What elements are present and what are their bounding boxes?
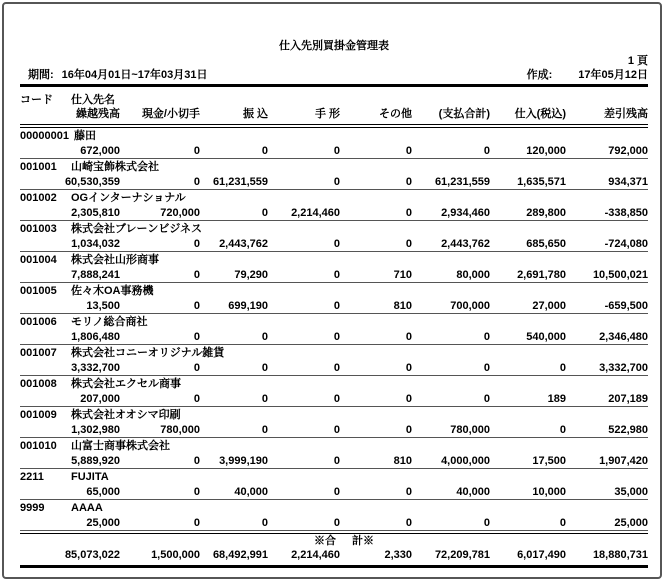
value-cell: 7,888,241: [71, 269, 120, 281]
value-cell: 0: [559, 424, 566, 436]
value-cell: 0: [483, 145, 490, 157]
value-cell: 4,000,000: [441, 455, 490, 467]
created-label: 作成:: [526, 69, 553, 81]
supplier-name: 株式会社オオシマ印刷: [71, 409, 181, 421]
value-cell: 0: [333, 269, 340, 281]
name-column-header: 仕入先名: [71, 94, 115, 106]
value-cell: 0: [333, 176, 340, 188]
value-cell: 0: [261, 517, 268, 529]
table-row: [20, 376, 648, 407]
value-cell: 289,800: [526, 207, 566, 219]
value-cell: 522,980: [608, 424, 648, 436]
value-cell: 0: [193, 331, 200, 343]
table-row: [20, 190, 648, 221]
value-cell: 0: [193, 176, 200, 188]
value-cell: 0: [559, 362, 566, 374]
value-cell: 1,635,571: [517, 176, 566, 188]
supplier-name-line: [20, 283, 648, 299]
supplier-name: 株式会社山形商事: [71, 254, 159, 266]
value-cell: 0: [193, 362, 200, 374]
value-cell: 189: [547, 393, 566, 405]
value-cell: 0: [193, 455, 200, 467]
supplier-name: 藤田: [73, 130, 96, 142]
supplier-name-line: [20, 314, 648, 330]
value-cell: 2,934,460: [441, 207, 490, 219]
value-cell: 0: [261, 207, 268, 219]
value-cell: 0: [261, 331, 268, 343]
value-cell: 27,000: [532, 300, 566, 312]
table-row: [20, 438, 648, 469]
table-row: [20, 221, 648, 252]
supplier-name: FUJITA: [71, 471, 109, 483]
value-cell: 79,290: [234, 269, 268, 281]
table-row: [20, 128, 648, 159]
value-cell: 61,231,559: [434, 176, 490, 188]
value-cell: 40,000: [456, 486, 490, 498]
column-header-other: その他: [379, 108, 412, 120]
value-cell: 0: [261, 362, 268, 374]
supplier-name: AAAA: [71, 502, 103, 514]
value-cell: 0: [405, 176, 412, 188]
period-label: 期間:: [28, 69, 54, 81]
supplier-name: OGインターナショナル: [71, 192, 186, 204]
value-cell: 0: [405, 424, 412, 436]
value-cell: 0: [333, 424, 340, 436]
total-net-balance: 18,880,731: [592, 549, 648, 561]
value-cell: 0: [193, 145, 200, 157]
value-cell: 10,500,021: [592, 269, 648, 281]
supplier-name-line: [20, 190, 648, 206]
value-cell: 710: [393, 269, 412, 281]
table-row: [20, 314, 648, 345]
created-value: 17年05月12日: [578, 69, 648, 81]
value-cell: 5,889,920: [71, 455, 120, 467]
column-header-payment-total: (支払合計): [438, 108, 490, 120]
supplier-code: 001006: [20, 316, 57, 328]
supplier-values-line: [20, 144, 648, 159]
value-cell: -338,850: [604, 207, 648, 219]
supplier-name-line: [20, 407, 648, 423]
column-header-bill: 手 形: [314, 108, 340, 120]
supplier-name-line: [20, 438, 648, 454]
value-cell: 40,000: [234, 486, 268, 498]
supplier-values-line: [20, 330, 648, 345]
value-cell: 10,000: [532, 486, 566, 498]
table-row: [20, 283, 648, 314]
table-row: [20, 500, 648, 531]
column-header-transfer: 振 込: [242, 108, 268, 120]
value-cell: 61,231,559: [212, 176, 268, 188]
value-cell: 0: [261, 424, 268, 436]
report-title: 仕入先別買掛金管理表: [279, 40, 389, 52]
supplier-code: 00000001: [20, 130, 69, 142]
value-cell: 0: [261, 145, 268, 157]
total-cash-check: 1,500,000: [151, 549, 200, 561]
supplier-values-line: [20, 516, 648, 531]
table-row: [20, 345, 648, 376]
column-header-cash-check: 現金/小切手: [141, 108, 200, 120]
value-cell: 0: [405, 517, 412, 529]
value-cell: 1,302,980: [71, 424, 120, 436]
supplier-name-line: [20, 252, 648, 268]
value-cell: 0: [483, 393, 490, 405]
total-transfer: 68,492,991: [212, 549, 268, 561]
value-cell: 0: [193, 238, 200, 250]
value-cell: 3,332,700: [71, 362, 120, 374]
table-row: [20, 469, 648, 500]
supplier-values-line: [20, 206, 648, 221]
value-cell: 810: [393, 455, 412, 467]
supplier-code: 9999: [20, 502, 45, 514]
supplier-values-line: [20, 175, 648, 190]
total-bill: 2,214,460: [291, 549, 340, 561]
value-cell: 540,000: [526, 331, 566, 343]
value-cell: 720,000: [160, 207, 200, 219]
value-cell: 672,000: [80, 145, 120, 157]
period-row: [20, 68, 208, 82]
supplier-values-line: [20, 361, 648, 376]
value-cell: 780,000: [160, 424, 200, 436]
supplier-code: 001008: [20, 378, 57, 390]
value-cell: 780,000: [450, 424, 490, 436]
value-cell: -659,500: [604, 300, 648, 312]
value-cell: 1,034,032: [71, 238, 120, 250]
value-cell: -724,080: [604, 238, 648, 250]
supplier-name: 株式会社ブレーンビジネス: [71, 223, 203, 235]
supplier-name-line: [20, 221, 648, 237]
meta-row: [20, 68, 648, 87]
supplier-name-line: [20, 500, 648, 516]
value-cell: 0: [483, 331, 490, 343]
value-cell: 207,189: [608, 393, 648, 405]
value-cell: 0: [333, 300, 340, 312]
value-cell: 700,000: [450, 300, 490, 312]
value-cell: 65,000: [86, 486, 120, 498]
value-cell: 699,190: [228, 300, 268, 312]
value-cell: 2,305,810: [71, 207, 120, 219]
value-cell: 3,999,190: [219, 455, 268, 467]
supplier-values-line: [20, 392, 648, 407]
supplier-name-line: [20, 345, 648, 361]
supplier-name-line: [20, 376, 648, 392]
value-cell: 3,332,700: [599, 362, 648, 374]
table-header-row1: [20, 93, 648, 107]
value-cell: 810: [393, 300, 412, 312]
value-cell: 207,000: [80, 393, 120, 405]
supplier-name: モリノ総合商社: [71, 316, 148, 328]
supplier-values-line: [20, 299, 648, 314]
value-cell: 0: [193, 517, 200, 529]
value-cell: 60,530,359: [64, 176, 120, 188]
value-cell: 0: [483, 362, 490, 374]
column-header-purchase: 仕入(税込): [514, 108, 566, 120]
supplier-values-line: [20, 423, 648, 438]
value-cell: 685,650: [526, 238, 566, 250]
value-cell: 2,443,762: [219, 238, 268, 250]
bottom-rule: [20, 565, 648, 568]
supplier-name-line: [20, 159, 648, 175]
value-cell: 0: [193, 300, 200, 312]
period-value: 16年04月01日~17年03月31日: [61, 69, 208, 81]
created-row: [527, 68, 648, 82]
supplier-values-line: [20, 268, 648, 283]
value-cell: 0: [333, 517, 340, 529]
value-cell: 13,500: [86, 300, 120, 312]
value-cell: 0: [405, 207, 412, 219]
value-cell: 0: [559, 517, 566, 529]
supplier-values-line: [20, 237, 648, 252]
supplier-code: 001001: [20, 161, 57, 173]
value-cell: 0: [193, 269, 200, 281]
value-cell: 17,500: [532, 455, 566, 467]
supplier-code: 001009: [20, 409, 57, 421]
value-cell: 0: [333, 238, 340, 250]
value-cell: 0: [333, 455, 340, 467]
supplier-name-line: [20, 128, 648, 144]
total-label-right: 計※: [352, 535, 374, 547]
report-page: [2, 2, 662, 579]
value-cell: 0: [193, 393, 200, 405]
supplier-code: 001007: [20, 347, 57, 359]
total-label-row: [20, 534, 648, 548]
value-cell: 2,443,762: [441, 238, 490, 250]
value-cell: 120,000: [526, 145, 566, 157]
supplier-code: 2211: [20, 471, 44, 483]
value-cell: 934,371: [608, 176, 648, 188]
value-cell: 1,806,480: [71, 331, 120, 343]
total-other: 2,330: [384, 549, 412, 561]
value-cell: 0: [333, 486, 340, 498]
table-row: [20, 159, 648, 190]
supplier-code: 001005: [20, 285, 57, 297]
value-cell: 0: [405, 238, 412, 250]
page-number: 1 頁: [627, 55, 648, 67]
supplier-code: 001010: [20, 440, 57, 452]
supplier-name: 株式会社エクセル商事: [71, 378, 181, 390]
total-values-row: [20, 548, 648, 565]
column-header-carryover: 繰越残高: [76, 108, 120, 120]
value-cell: 0: [405, 145, 412, 157]
table-row: [20, 252, 648, 283]
supplier-rows: [20, 128, 648, 531]
value-cell: 0: [405, 362, 412, 374]
supplier-name-line: [20, 469, 648, 485]
value-cell: 25,000: [614, 517, 648, 529]
table-header-row2: [20, 107, 648, 124]
value-cell: 2,214,460: [291, 207, 340, 219]
supplier-values-line: [20, 485, 648, 500]
total-payment-total: 72,209,781: [434, 549, 490, 561]
total-carryover: 85,073,022: [64, 549, 120, 561]
supplier-code: 001002: [20, 192, 57, 204]
supplier-code: 001004: [20, 254, 57, 266]
value-cell: 35,000: [614, 486, 648, 498]
value-cell: 80,000: [456, 269, 490, 281]
value-cell: 0: [405, 393, 412, 405]
value-cell: 0: [333, 362, 340, 374]
value-cell: 0: [333, 393, 340, 405]
value-cell: 25,000: [86, 517, 120, 529]
value-cell: 0: [483, 517, 490, 529]
code-column-header: コード: [20, 94, 53, 106]
value-cell: 0: [333, 331, 340, 343]
supplier-code: 001003: [20, 223, 57, 235]
supplier-name: 佐々木OA事務機: [71, 285, 154, 297]
value-cell: 0: [333, 145, 340, 157]
total-label-left: ※合: [314, 535, 336, 547]
value-cell: 1,907,420: [599, 455, 648, 467]
table-row: [20, 407, 648, 438]
total-purchase: 6,017,490: [517, 549, 566, 561]
supplier-name: 山崎宝飾株式会社: [71, 161, 159, 173]
value-cell: 792,000: [608, 145, 648, 157]
supplier-name: 山富士商事株式会社: [71, 440, 170, 452]
value-cell: 0: [261, 393, 268, 405]
value-cell: 0: [405, 486, 412, 498]
column-header-net-balance: 差引残高: [604, 108, 648, 120]
value-cell: 2,691,780: [517, 269, 566, 281]
value-cell: 0: [193, 486, 200, 498]
supplier-values-line: [20, 454, 648, 469]
supplier-name: 株式会社コニーオリジナル雑貨: [71, 347, 225, 359]
value-cell: 0: [405, 331, 412, 343]
value-cell: 2,346,480: [599, 331, 648, 343]
